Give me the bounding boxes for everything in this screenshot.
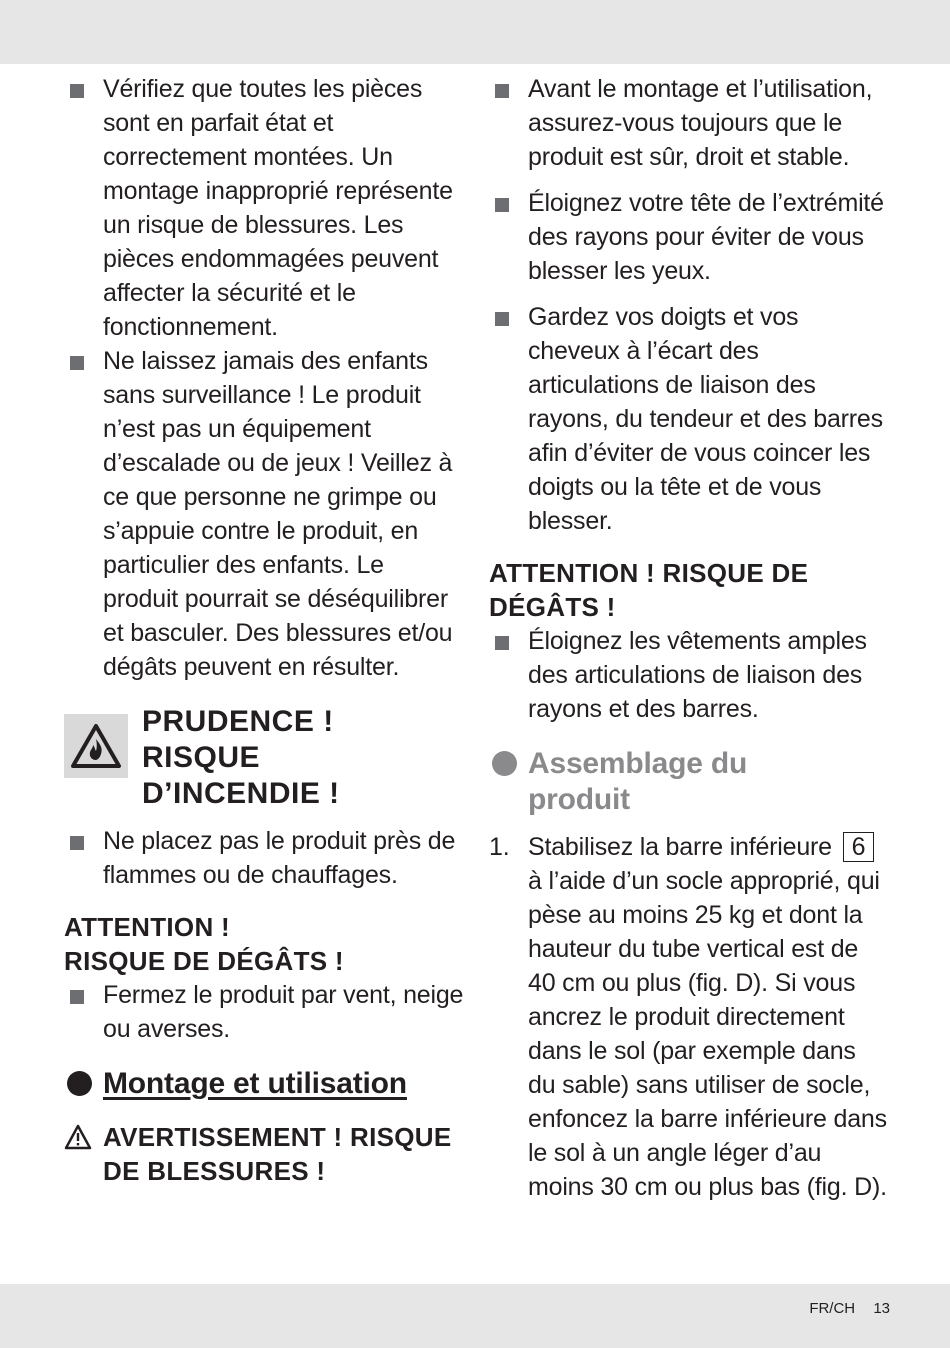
step-text: à l’aide d’un socle approprié, qui pèse au moins 25 kg et dont la hauteur du tube vertical est de 40 cm ou plus (fig. D). Si vous ancrez le produit directement dans le sol (par exemple dans du sable) sans utiliser de socle, enfoncez la barre inférieure dans le sol à un angle léger d’au moins 30 cm ou plus bas (fig. D). — [528, 867, 887, 1201]
page-number: 13 — [873, 1300, 890, 1317]
warning-heading — [64, 1120, 464, 1188]
list-item-text: Gardez vos doigts et vos cheveux à l’écart des articulations de liaison des rayons, du tendeur et des barres afin d’éviter de vous coincer les doigts ou la tête et de vous blesser. — [528, 303, 883, 535]
square-bullet-icon — [70, 836, 84, 850]
list-item-text: Avant le montage et l’utilisation, assurez-vous toujours que le produit est sûr, droit et stable. — [528, 75, 873, 171]
list-item-text: Ne placez pas le produit près de flammes ou de chauffages. — [103, 827, 456, 889]
attention-line: RISQUE DE DÉGÂTS ! — [64, 946, 344, 976]
section-heading-montage — [64, 1066, 464, 1102]
section-title-line: produit — [528, 783, 630, 816]
square-bullet-icon — [495, 84, 509, 98]
caution-title-line: RISQUE — [142, 741, 261, 774]
list-item — [64, 978, 464, 1046]
filled-circle-icon — [67, 1071, 92, 1096]
list-item-text: Vérifiez que toutes les pièces sont en parfait état et correctement montées. Un montage inapproprié représente un risque de blessures. Les pièces endommagées peuvent affecter la sécurité et le fonctionnement. — [103, 75, 453, 341]
step-text: Stabilisez la barre inférieure — [528, 833, 832, 861]
square-bullet-icon — [70, 356, 84, 370]
warning-triangle-icon — [64, 1124, 92, 1158]
footer-language: FR/CH — [809, 1300, 856, 1317]
list-item — [489, 186, 889, 288]
section-title: Montage et utilisation — [103, 1067, 407, 1100]
attention-line: ATTENTION ! — [64, 912, 231, 942]
section-title-line: Assemblage du — [528, 747, 748, 780]
square-bullet-icon — [495, 312, 509, 326]
square-bullet-icon — [70, 84, 84, 98]
list-item-text: Éloignez les vêtements amples des articulations de liaison des rayons et des barres. — [528, 627, 867, 723]
section-heading-assemblage — [489, 746, 889, 818]
left-column — [64, 72, 464, 1188]
filled-circle-icon — [492, 751, 517, 776]
list-item — [64, 824, 464, 892]
list-item — [64, 344, 464, 684]
attention-line: DÉGÂTS ! — [489, 592, 616, 622]
page-footer — [795, 1300, 890, 1317]
numbered-step — [489, 830, 889, 1204]
right-column — [489, 72, 889, 1204]
header-band — [0, 0, 950, 64]
fire-warning-triangle-icon — [64, 714, 128, 778]
list-item-text: Éloignez votre tête de l’extrémité des rayons pour éviter de vous blesser les yeux. — [528, 189, 884, 285]
caution-title-line: D’INCENDIE ! — [142, 777, 340, 810]
caution-title — [142, 704, 442, 812]
warning-line: AVERTISSEMENT ! RISQUE — [103, 1122, 452, 1152]
step-number: 1. — [489, 833, 510, 861]
list-item — [489, 624, 889, 726]
list-item — [489, 72, 889, 174]
list-item — [489, 300, 889, 538]
square-bullet-icon — [495, 198, 509, 212]
part-reference-badge: 6 — [843, 832, 875, 862]
warning-line: DE BLESSURES ! — [103, 1156, 326, 1186]
caution-fire-block — [64, 704, 464, 824]
list-item-text: Ne laissez jamais des enfants sans surveillance ! Le produit n’est pas un équipement d’escalade ou de jeux ! Veillez à ce que personne ne grimpe ou s’appuie contre le produit, en particulier des enfants. Le produit pourrait se déséquilibrer et basculer. Des blessures et/ou dégâts peuvent en résulter. — [103, 347, 453, 681]
attention-heading — [489, 556, 889, 624]
square-bullet-icon — [495, 636, 509, 650]
square-bullet-icon — [70, 990, 84, 1004]
caution-title-line: PRUDENCE ! — [142, 705, 334, 738]
list-item-text: Fermez le produit par vent, neige ou averses. — [103, 981, 464, 1043]
attention-heading — [64, 910, 464, 978]
list-item — [64, 72, 464, 344]
attention-line: ATTENTION ! RISQUE DE — [489, 558, 809, 588]
